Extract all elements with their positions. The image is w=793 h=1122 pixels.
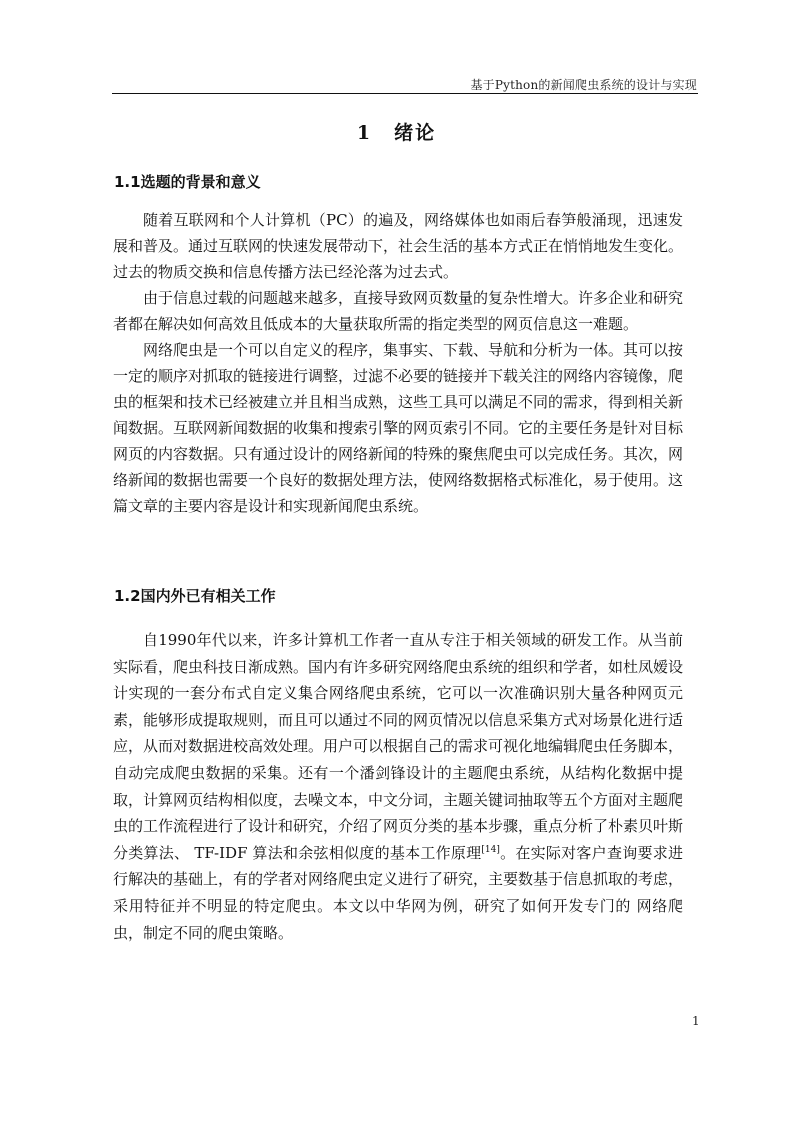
paragraph: 随着互联网和个人计算机（PC）的遍及，网络媒体也如雨后春笋般涌现，迅速发展和普及。通过互联网的快速发展带动下，社会生活的基本方式正在悄悄地发生变化。过去的物质交换和信息传播方法已经沦落为过去式。 (113, 211, 684, 281)
header-rule (112, 93, 698, 94)
paragraph (113, 627, 683, 946)
chapter-title-text: 绪论 (394, 122, 437, 144)
paragraph: 由于信息过载的问题越来越多，直接导致网页数量的复杂性增大。许多企业和研究者都在解决如何高效且低成本的大量获取所需的指定类型的网页信息这一难题。 (113, 289, 684, 333)
chapter-title (0, 118, 793, 145)
paragraph-text: 。在实际对客户查询要求进行解决的基础上，有的学者对网络爬虫定义进行了研究，主要数基于信息抓取的考虑，采用特征并不明显的特定爬虫。本文以中华网为例，研究了如何开发专门的 网络爬虫，制定不同的爬虫策略。 (113, 843, 684, 942)
page-number: 1 (692, 1014, 700, 1028)
citation-reference: [14] (481, 844, 500, 855)
chapter-number: 1 (356, 122, 373, 144)
section-body (113, 207, 683, 519)
section-heading: 1.1选题的背景和意义 (114, 173, 261, 191)
paragraph-text: 自1990年代以来，许多计算机工作者一直从专注于相关领域的研发工作。从当前实际看，爬虫科技日渐成熟。国内有许多研究网络爬虫系统的组织和学者，如杜凤嫒设计实现的一套分布式自定义集合网络爬虫系统，它可以一次准确识别大量各种网页元素，能够形成提取规则，而且可以通过不同的网页情况以信息采集方式对场景化进行适应，从而对数据进校高效处理。用户可以根据自己的需求可视化地编辑爬虫任务脚本，自动完成爬虫数据的采集。还有一个潘剑锋设计的主题爬虫系统，从结构化数据中提取，计算网页结构相似度，去噪文本，中文分词，主题关键词抽取等五个方面对主题爬虫的工作流程进行了设计和研究，介绍了网页分类的基本步骤，重点分析了朴素贝叶斯分类算法、 TF-IDF 算法和余弦相似度的基本工作原理 (113, 631, 684, 862)
section-body (113, 627, 683, 946)
running-header: 基于Python的新闻爬虫系统的设计与实现 (470, 78, 697, 92)
section-heading: 1.2国内外已有相关工作 (114, 587, 276, 605)
paragraph: 网络爬虫是一个可以自定义的程序，集事实、下载、导航和分析为一体。其可以按一定的顺序对抓取的链接进行调整，过滤不必要的链接并下载关注的网络内容镜像，爬虫的框架和技术已经被建立并且相当成熟，这些工具可以满足不同的需求，得到相关新闻数据。互联网新闻数据的收集和搜索引擎的网页索引不同。它的主要任务是针对目标网页的内容数据。只有通过设计的网络新闻的特殊的聚焦爬虫可以完成任务。其次，网络新闻的数据也需要一个良好的数据处理方法，使网络数据格式标准化，易于使用。这篇文章的主要内容是设计和实现新闻爬虫系统。 (113, 341, 684, 515)
